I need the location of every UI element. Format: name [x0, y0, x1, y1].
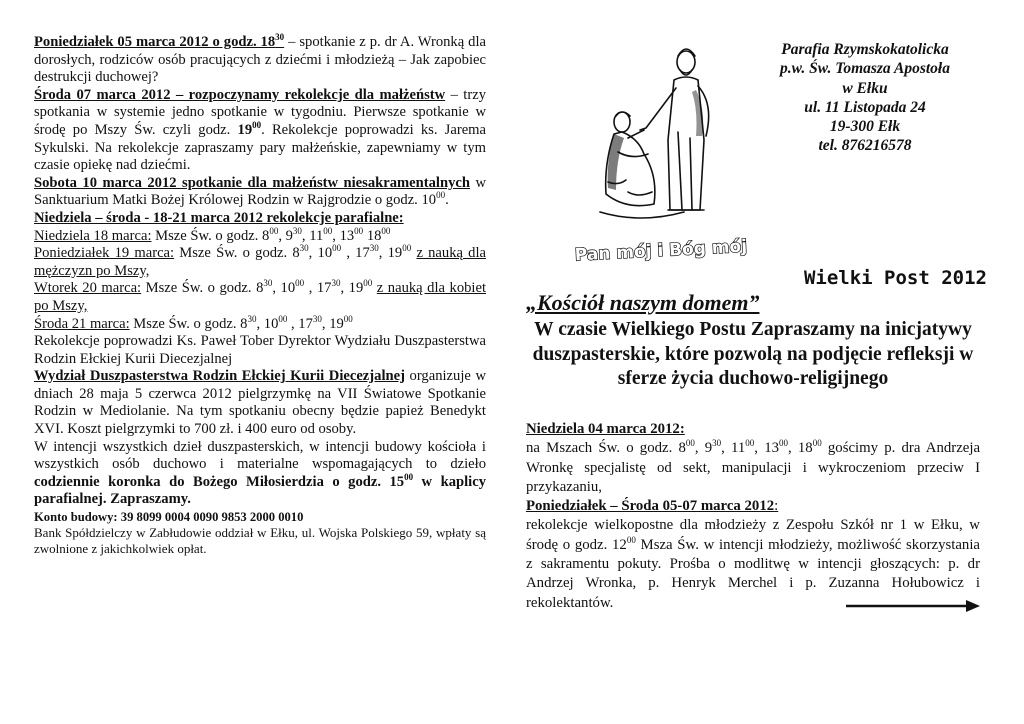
- paragraph-chaplet: W intencji wszystkich dzieł duszpasterskich, w intencji budowy kościoła i wszystkich osób duchowo i materialne wspomagających to dzieło codziennie koronka do Bożego Miłosierdzia o godz. $15^{00}$ w kaplicy parafialnej. Zapraszamy.: [34, 438, 486, 508]
- heading-wednesday-07: Środa 07 marca 2012 – rozpoczynamy rekolekcje dla małżeństw: [34, 86, 446, 103]
- events-list: [526, 420, 980, 613]
- jesus-and-thomas-illustration: [588, 42, 722, 234]
- motto-banner: [574, 232, 748, 270]
- invitation-heading: W czasie Wielkiego Postu Zapraszamy na inicjatywy duszpasterskie, które pozwolą na podjęcie refleksji w sferze życia duchowo-religijnego: [532, 319, 974, 389]
- paragraph-youth-retreat: rekolekcje wielkopostne dla młodzieży z Zespołu Szkół nr 1 w Ełku, w środę o godz. $12^{00}$ Msza Św. w intencji młodzieży, możliwość skorzystania z sakramentu pokuty. Prośba o modlitwę w intencji głoszących: p. dr Andrzej Wronka, p. Henryk Merchel i p. Zuzanna Hołubowicz i rekolektantów.: [526, 517, 980, 611]
- paragraph-sunday-guest: na Mszach Św. o godz. $8^{00}$, $9^{30}$, $11^{00}$, $13^{00}$, $18^{00}$ gościmy p. dra Andrzeja Wronkę specjalistę od sekt, manipulacji i wykroczeniom przeciw I przykazaniu,: [526, 438, 981, 495]
- subtitle-motto: „Kościół naszym domem”: [526, 290, 760, 315]
- schedule-day-wednesday: Środa 21 marca: Msze Św. o godz. $8^{30}$, $10^{00}$ , $17^{30}$, $19^{00}$: [34, 313, 353, 332]
- paragraph-pilgrimage: Wydział Duszpasterstwa Rodzin Ełckiej Kurii Diecezjalnej organizuje w dniach 28 maja 5 czerwca 2012 pielgrzymkę na VII Światowe Spotkanie Rodzin w Mediolanie. Na tym spotkaniu obecny będzie papież Benedykt XVI. Koszt pielgrzymki to 700 zł. i 400 euro od osoby.: [34, 368, 486, 438]
- title-lent: Wielki Post 2012: [803, 267, 987, 289]
- bank-account: Konto budowy: 39 8099 0004 0090 9853 2000 0010: [34, 510, 304, 525]
- arrow-right-icon: [844, 598, 982, 614]
- schedule-day-sunday: Niedziela 18 marca: Msze Św. o godz. $8^{00}$, $9^{30}$, $11^{00}$, $13^{00}$ $18^{00}$: [34, 225, 391, 244]
- schedule-day-tuesday: Wtorek 20 marca: Msze Św. o godz. $8^{30}$, $10^{00}$ , $17^{30}$, $19^{00}$ z nauką dla kobiet po Mszy,: [34, 278, 487, 314]
- paragraph-marriage-retreat: Środa 07 marca 2012 – rozpoczynamy rekolekcje dla małżeństw – trzy spotkania w systemie jedno spotkanie w tygodniu. Pierwsze spotkanie w środę po Mszy Św. czyli godz. $19^{00}$. Rekolekcje poprowadzi ks. Jarema Sykulski. Na rekolekcje zapraszamy pary małżeńskie, zapewniamy w tym czasie opiekę nad dziećmi.: [34, 86, 486, 174]
- heading-sunday-04: Niedziela 04 marca 2012:: [526, 421, 685, 437]
- paragraph-retreat-leader: Rekolekcje poprowadzi Ks. Paweł Tober Dyrektor Wydziału Duszpasterstwa Rodzin Ełckiej Kurii Diecezjalnej: [34, 333, 486, 367]
- schedule-day-monday: Poniedziałek 19 marca: Msze Św. o godz. $8^{30}$, $10^{00}$ , $17^{30}$, $19^{00}$ z nauką dla mężczyzn po Mszy,: [34, 243, 486, 279]
- paragraph-monday-meeting: Poniedziałek 05 marca 2012 o godz. $18^{30}$ – spotkanie z p. dr A. Wronką dla dorosłych, rodziców osób pracujących z dziećmi i młodzieżą – Jak zapobiec destrukcji duchowej?: [34, 32, 486, 86]
- heading-family-department: Wydział Duszpasterstwa Rodzin Ełckiej Kurii Diecezjalnej: [34, 368, 405, 385]
- heading-monday-05: Poniedziałek 05 marca 2012 o godz. $18^{30}$: [34, 32, 285, 50]
- heading-monday-wednesday: Poniedziałek – Środa 05-07 marca 2012:: [526, 498, 779, 515]
- heading-parish-retreat: Niedziela – środa - 18-21 marca 2012 rekolekcje parafialne:: [34, 209, 404, 226]
- bank-info: Bank Spółdzielczy w Zabłudowie oddział w Ełku, ul. Wojska Polskiego 59, wpłaty są zwolnione z jakichkolwiek opłat.: [34, 525, 486, 557]
- left-column: [34, 34, 486, 557]
- heading-saturday-10: Sobota 10 marca 2012 spotkanie dla małżeństw niesakramentalnych: [34, 174, 470, 191]
- motto-text: Pan mój i Bóg mój: [574, 236, 748, 266]
- parish-address: Parafia Rzymskokatolicka p.w. Św. Tomasza Apostoła w Ełku ul. 11 Listopada 24 19-300 Ełk tel. 876216578: [780, 41, 950, 155]
- paragraph-saturday-meeting: Sobota 10 marca 2012 spotkanie dla małżeństw niesakramentalnych w Sanktuarium Matki Bożej Królowej Rodzin w Rajgrodzie o godz. $10^{00}$.: [34, 174, 486, 209]
